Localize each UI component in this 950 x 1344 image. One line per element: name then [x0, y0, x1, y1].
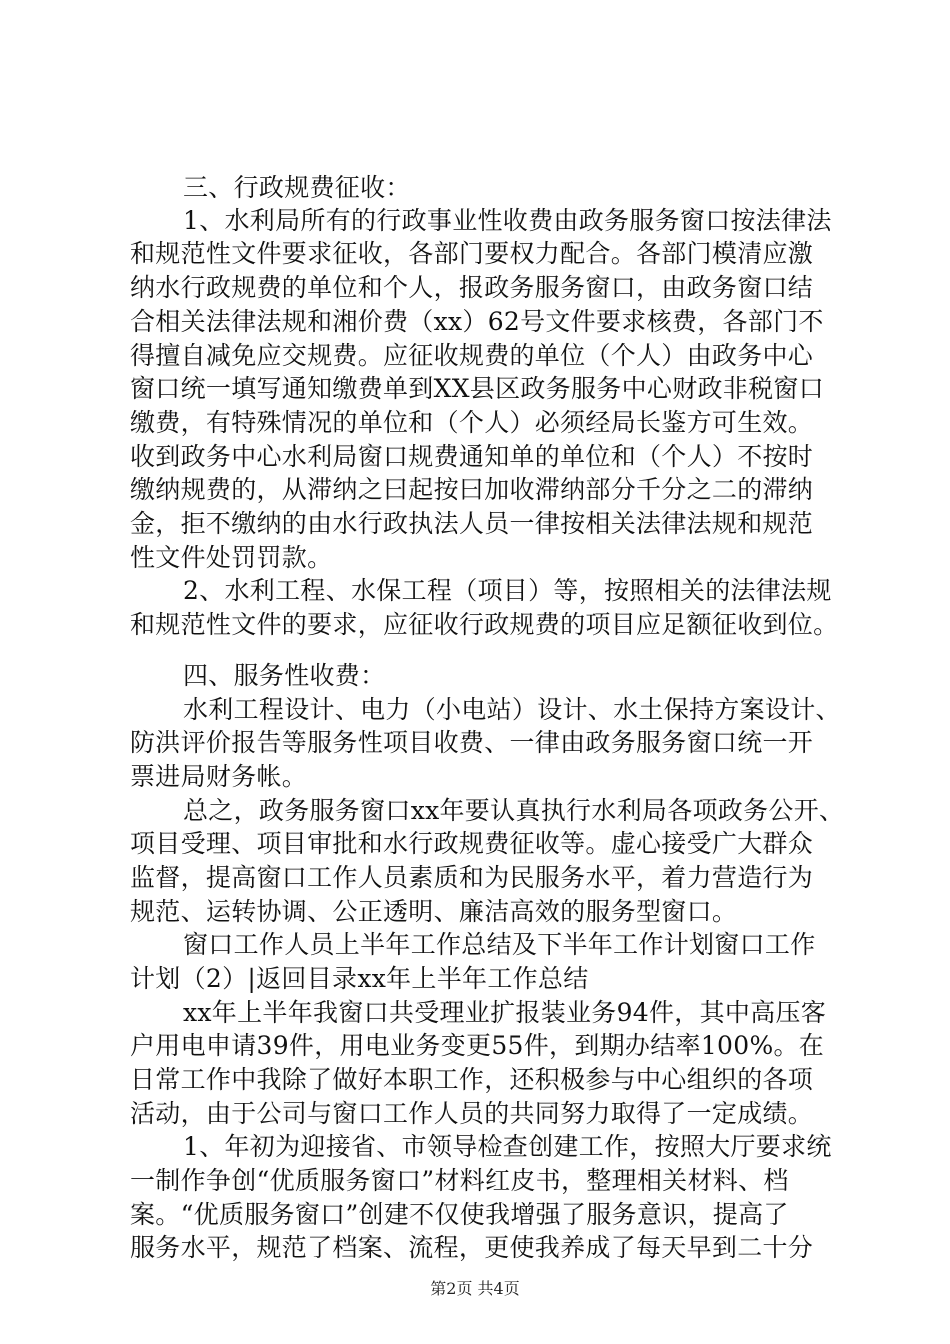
- paragraph-line: 案。“优质服务窗口”创建不仅使我增强了服务意识，提高了: [130, 1200, 789, 1229]
- paragraph-line: 和规范性文件的要求，应征收行政规费的项目应足额征收到位。: [130, 610, 839, 639]
- paragraph-line: 总之，政务服务窗口xx年要认真执行水利局各项政务公开、: [183, 796, 845, 825]
- paragraph-line: 1、年初为迎接省、市领导检查创建工作，按照大厅要求统: [183, 1132, 832, 1161]
- paragraph-line: 计划（2）|返回目录xx年上半年工作总结: [130, 964, 589, 993]
- paragraph-line: 服务水平，规范了档案、流程，更使我养成了每天早到二十分: [130, 1233, 814, 1262]
- paragraph-line: 缴纳规费的，从滞纳之曰起按曰加收滞纳部分千分之二的滞纳: [130, 475, 814, 504]
- paragraph-line: 规范、运转协调、公正透明、廉洁高效的服务型窗口。: [130, 897, 738, 926]
- paragraph-line: 合相关法律法规和湘价费（xx）62号文件要求核费，各部门不: [130, 307, 824, 336]
- paragraph-line: 水利工程设计、电力（小电站）设计、水土保持方案设计、: [183, 695, 841, 724]
- paragraph-line: 性文件处罚罚款。: [130, 543, 333, 572]
- paragraph-line: 监督，提高窗口工作人员素质和为民服务水平，着力营造行为: [130, 863, 814, 892]
- paragraph-line: 窗口统一填写通知缴费单到XX县区政务服务中心财政非税窗口: [130, 374, 824, 403]
- paragraph-line: 和规范性文件要求征收，各部门要权力配合。各部门模清应激: [130, 239, 814, 268]
- paragraph-line: 2、水利工程、水保工程（项目）等，按照相关的法律法规: [183, 576, 832, 605]
- page-number-footer: 第2页 共4页: [430, 1279, 520, 1298]
- paragraph-line: 项目受理、项目审批和水行政规费征收等。虚心接受广大群众: [130, 829, 814, 858]
- section-heading: 三、行政规费征收：: [183, 173, 411, 202]
- paragraph-line: 得擅自减免应交规费。应征收规费的单位（个人）由政务中心: [130, 341, 814, 370]
- paragraph-line: 一制作争创“优质服务窗口”材料红皮书，整理相关材料、档: [130, 1166, 789, 1195]
- paragraph-line: 票进局财务帐。: [130, 762, 308, 791]
- paragraph-line: 收到政务中心水利局窗口规费通知单的单位和（个人）不按时: [130, 442, 814, 471]
- paragraph-line: 1、水利局所有的行政事业性收费由政务服务窗口按法律法: [183, 206, 832, 235]
- paragraph-line: 窗口工作人员上半年工作总结及下半年工作计划窗口工作: [183, 930, 816, 959]
- paragraph-line: 纳水行政规费的单位和个人，报政务服务窗口，由政务窗口结: [130, 273, 814, 302]
- paragraph-line: 户用电申请39件，用电业务变更55件，到期办结率100%。在: [130, 1031, 825, 1060]
- paragraph-line: 活动，由于公司与窗口工作人员的共同努力取得了一定成绩。: [130, 1099, 814, 1128]
- paragraph-line: 金，拒不缴纳的由水行政执法人员一律按相关法律法规和规范: [130, 509, 814, 538]
- paragraph-line: 日常工作中我除了做好本职工作，还积极参与中心组织的各项: [130, 1065, 814, 1094]
- section-heading: 四、服务性收费：: [183, 661, 386, 690]
- paragraph-line: xx年上半年我窗口共受理业扩报装业务94件，其中高压客: [183, 998, 827, 1027]
- paragraph-line: 防洪评价报告等服务性项目收费、一律由政务服务窗口统一开: [130, 728, 814, 757]
- paragraph-line: 缴费，有特殊情况的单位和（个人）必须经局长鉴方可生效。: [130, 408, 814, 437]
